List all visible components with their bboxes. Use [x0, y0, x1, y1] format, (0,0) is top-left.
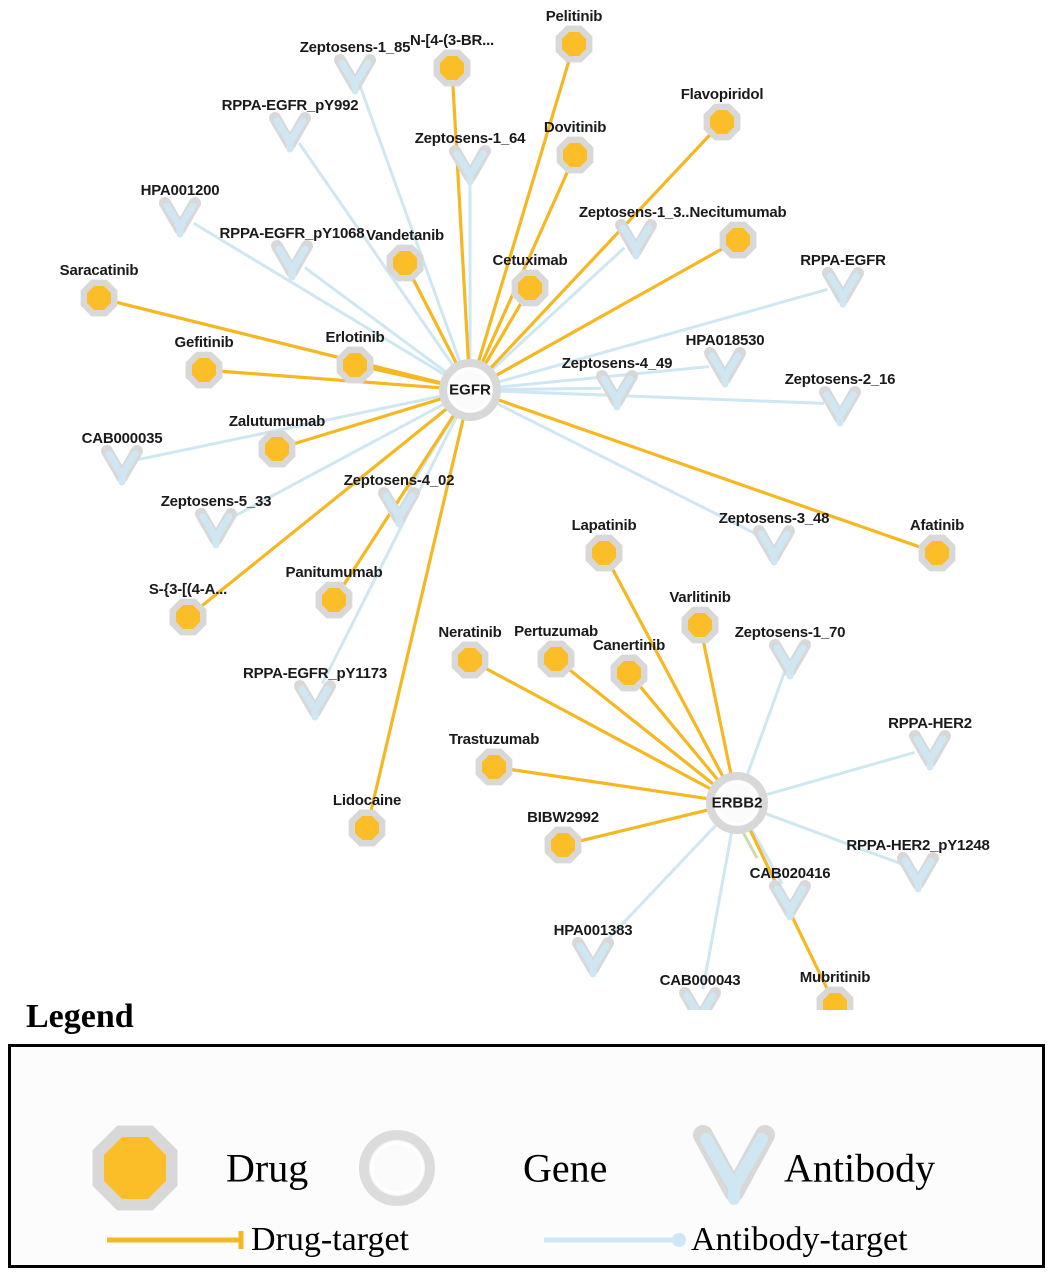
drug-node[interactable] [549, 831, 577, 859]
legend-antibody-label: Antibody [784, 1145, 936, 1191]
legend-gene-icon [364, 1135, 430, 1201]
drug-node[interactable] [320, 586, 348, 614]
gene-label: ERBB2 [711, 794, 763, 812]
antibody-edge [703, 829, 732, 990]
drug-node[interactable] [456, 646, 484, 674]
drug-label: Dovitinib [543, 119, 607, 136]
drug-node[interactable] [341, 351, 369, 379]
antibody-label: CAB020416 [749, 865, 831, 882]
antibody-edge [305, 268, 449, 375]
antibody-node[interactable] [775, 645, 805, 676]
antibody-edge [496, 388, 601, 389]
antibody-label: CAB000035 [81, 430, 163, 447]
antibody-label: RPPA-EGFR_pY1173 [242, 665, 388, 682]
drug-edge [453, 85, 469, 364]
legend-section [0, 998, 1059, 1280]
antibody-node[interactable] [578, 943, 608, 974]
antibody-edge [746, 672, 785, 779]
drug-label: Lidocaine [332, 792, 402, 809]
drug-edge [580, 809, 712, 841]
drug-node[interactable] [480, 753, 508, 781]
drug-edge [343, 412, 456, 586]
antibody-label: Zeptosens-4_49 [561, 355, 673, 372]
drug-label: Pertuzumab [514, 623, 598, 640]
drug-node[interactable] [923, 539, 951, 567]
drug-node[interactable] [561, 141, 589, 169]
drug-node[interactable] [542, 645, 570, 673]
drug-label: Zalutumumab [228, 413, 326, 430]
drug-label: Varlitinib [669, 589, 731, 606]
antibody-label: Zeptosens-3_48 [718, 510, 830, 527]
drug-node[interactable] [615, 659, 643, 687]
antibody-node[interactable] [165, 203, 195, 234]
antibody-label: Zeptosens-5_33 [160, 493, 272, 510]
antibody-node[interactable] [602, 376, 632, 407]
legend-drug-edge [107, 1231, 241, 1249]
antibody-label: RPPA-EGFR_pY1068 [219, 225, 365, 242]
drug-label: Gefitinib [174, 334, 234, 351]
drug-node[interactable] [686, 611, 714, 639]
antibody-label: RPPA-HER2 [888, 715, 972, 732]
drug-label: Lapatinib [571, 517, 637, 534]
antibody-label: RPPA-HER2_pY1248 [846, 837, 990, 854]
antibody-node[interactable] [828, 273, 858, 304]
drug-node[interactable] [438, 54, 466, 82]
drug-label: Saracatinib [59, 262, 139, 279]
antibody-node[interactable] [825, 392, 855, 423]
drug-label: Necitumumab [689, 204, 787, 221]
drug-node[interactable] [590, 539, 618, 567]
antibody-label: Zeptosens-1_70 [734, 624, 846, 641]
gene-label: EGFR [449, 381, 491, 399]
antibody-node[interactable] [277, 246, 307, 277]
drug-label: S-{3-[(4-A... [148, 581, 228, 598]
drug-edge [569, 670, 716, 787]
antibody-node[interactable] [107, 451, 137, 482]
antibody-edge [762, 752, 915, 795]
antibody-node[interactable] [685, 993, 715, 1010]
antibody-node[interactable] [903, 858, 933, 889]
drug-label: Mubritinib [799, 969, 871, 986]
drug-node[interactable] [263, 435, 291, 463]
drug-node[interactable] [821, 991, 849, 1010]
antibody-node[interactable] [340, 60, 370, 91]
drug-label: Neratinib [438, 624, 502, 641]
legend-gene-label: Gene [523, 1145, 608, 1191]
legend-antibody-icon [703, 1135, 765, 1199]
drug-edge [477, 60, 569, 365]
drug-node[interactable] [708, 108, 736, 136]
drug-node[interactable] [174, 603, 202, 631]
legend-antibody-target-label: Antibody-target [691, 1221, 908, 1258]
drug-node[interactable] [724, 226, 752, 254]
antibody-label: Zeptosens-4_02 [343, 472, 455, 489]
drug-node[interactable] [560, 30, 588, 58]
antibody-label: Zeptosens-1_3... [578, 204, 694, 221]
legend-drug-icon [99, 1132, 171, 1204]
legend-drug-label: Drug [226, 1145, 309, 1191]
antibody-node[interactable] [775, 886, 805, 917]
drug-label: Afatinib [909, 517, 965, 534]
drug-label: Flavopiridol [680, 86, 764, 103]
antibody-label: CAB000043 [659, 972, 741, 989]
legend-title: Legend [26, 998, 134, 1035]
drug-label: Pelitinib [545, 8, 603, 25]
antibody-label: HPA001383 [553, 922, 633, 939]
drug-node[interactable] [391, 249, 419, 277]
antibody-label: RPPA-EGFR [800, 252, 886, 269]
drug-edge [495, 399, 921, 548]
antibody-label: HPA018530 [685, 332, 765, 349]
drug-node[interactable] [85, 284, 113, 312]
antibody-edge [496, 391, 824, 403]
drug-node[interactable] [353, 814, 381, 842]
drug-label: Vandetanib [365, 227, 445, 244]
antibody-label: Zeptosens-1_64 [414, 130, 526, 147]
drug-label: Canertinib [592, 637, 666, 654]
drug-label: Cetuximab [492, 252, 568, 269]
legend-drug-target-label: Drug-target [251, 1221, 409, 1258]
antibody-node[interactable] [201, 514, 231, 545]
legend-antibody-edge [544, 1233, 686, 1247]
drug-label: N-[4-(3-BR... [409, 32, 495, 49]
drug-node[interactable] [516, 274, 544, 302]
antibody-label: Zeptosens-1_85 [299, 39, 411, 56]
drug-label: Trastuzumab [448, 731, 540, 748]
antibody-node[interactable] [710, 353, 740, 384]
legend-box [8, 1044, 1045, 1268]
drug-node[interactable] [190, 356, 218, 384]
drug-label: Panitumumab [285, 564, 383, 581]
antibody-label: RPPA-EGFR_pY992 [221, 97, 359, 114]
antibody-label: HPA001200 [140, 182, 220, 199]
antibody-node[interactable] [621, 225, 651, 256]
antibody-node[interactable] [915, 736, 945, 767]
drug-label: Erlotinib [325, 329, 385, 346]
drug-label: BIBW2992 [527, 809, 599, 826]
antibody-node[interactable] [759, 531, 789, 562]
drug-edge [703, 642, 731, 778]
drug-edge [116, 302, 445, 384]
antibody-label: Zeptosens-2_16 [784, 371, 896, 388]
antibody-node[interactable] [300, 686, 330, 717]
